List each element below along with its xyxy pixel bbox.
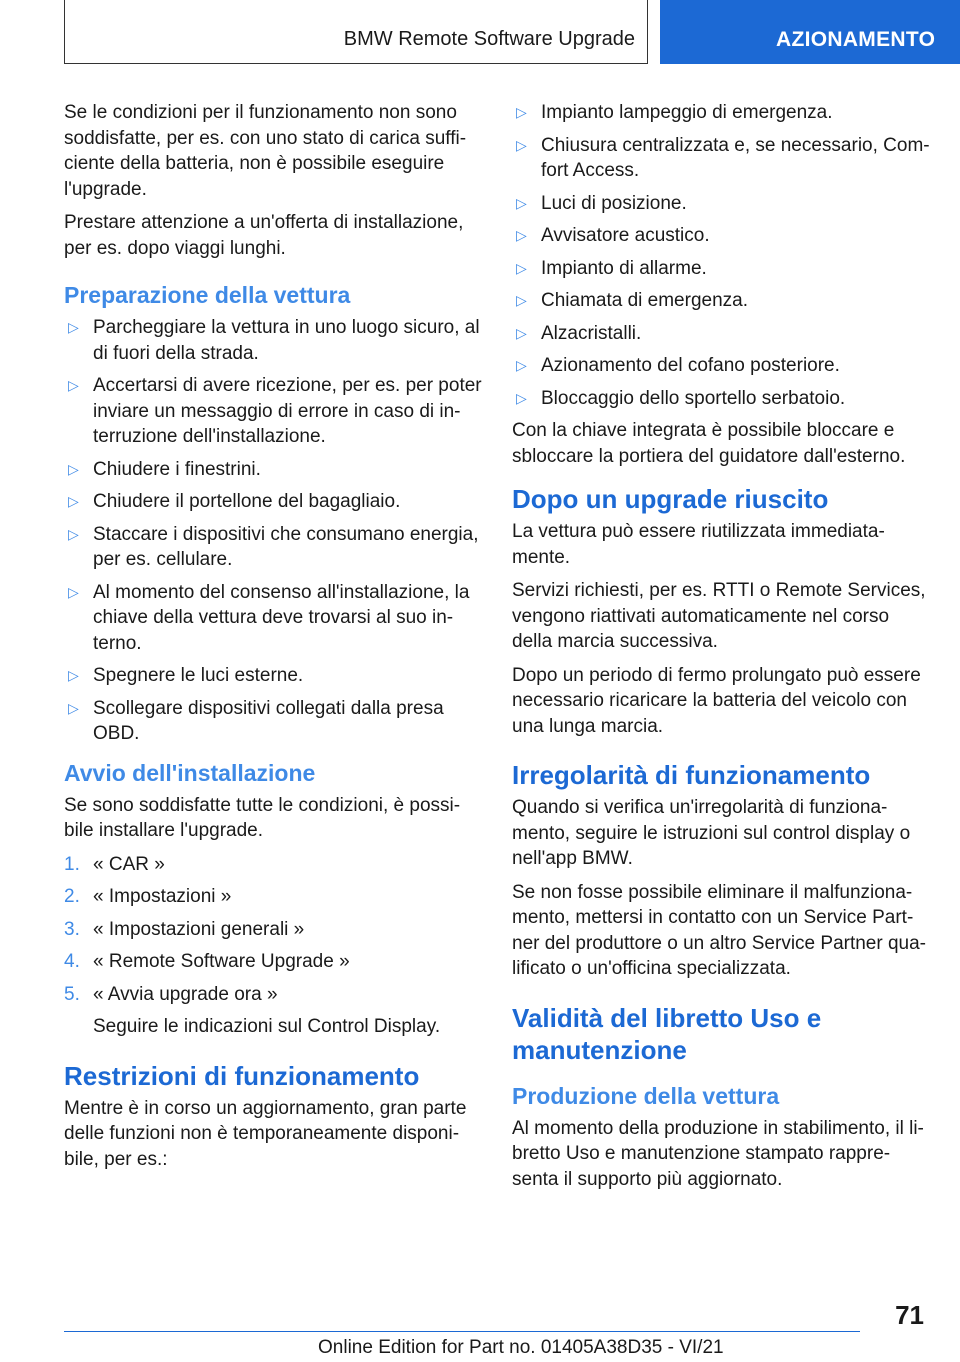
list-item-text: Chiusura centralizzata e, se necessario, Com-fort Access.: [541, 134, 930, 181]
steps-list: [64, 852, 484, 1008]
list-item-text: Impianto di allarme.: [541, 257, 707, 279]
step-text: « Remote Software Upgrade »: [93, 951, 350, 972]
chapter-title: AZIONAMENTO: [776, 28, 936, 51]
malfunction-paragraph-1: Quando si verifica un'irregolarità di funziona-mento, seguire le istruzioni sul control display o nell'app BMW.: [512, 797, 911, 869]
list-item: [512, 288, 930, 314]
header-chapter-box: [660, 0, 960, 64]
step-text: « CAR »: [93, 853, 165, 875]
heading-start-installation: Avvio dell'installazione: [64, 759, 316, 786]
step-number: 2.: [64, 886, 80, 907]
list-item: [64, 373, 484, 450]
list-item: [64, 522, 484, 573]
triangle-bullet-icon: ▷: [68, 525, 79, 542]
preparation-list: [64, 315, 484, 747]
triangle-bullet-icon: ▷: [516, 194, 527, 211]
triangle-bullet-icon: ▷: [516, 136, 527, 153]
list-item: [64, 663, 484, 689]
step-item: [64, 982, 484, 1008]
list-item-text: Accertarsi di avere ricezione, per es. per poter inviare un messaggio di errore in caso di in-terruzione dell'installazione.: [93, 375, 482, 447]
triangle-bullet-icon: ▷: [516, 324, 527, 341]
list-item: [512, 133, 930, 184]
list-item-text: Al momento del consenso all'installazione, la chiave della vettura deve trovarsi al suo in-terno.: [93, 581, 470, 654]
triangle-bullet-icon: ▷: [516, 259, 527, 276]
triangle-bullet-icon: ▷: [68, 699, 79, 716]
list-item-text: Staccare i dispositivi che consumano energia, per es. cellulare.: [93, 523, 479, 570]
triangle-bullet-icon: ▷: [68, 493, 79, 509]
step-item: [64, 949, 484, 975]
after-paragraph-2: Servizi richiesti, per es. RTTI o Remote Services, vengono riattivati automaticamente nel corso della marcia successiva.: [512, 580, 926, 652]
step-number: 3.: [64, 918, 80, 940]
list-item: [512, 353, 930, 379]
intro-paragraph-1: Se le condizioni per il funzionamento non sono soddisfatte, per es. con uno stato di carica suffi-ciente della batteria, non è possibile eseguire l'upgrade.: [64, 102, 467, 200]
left-column: [64, 100, 484, 1180]
triangle-bullet-icon: ▷: [516, 389, 527, 406]
right-column: [512, 100, 930, 1200]
triangle-bullet-icon: ▷: [516, 357, 527, 373]
after-paragraph-1: La vettura può essere riutilizzata immediata-mente.: [512, 521, 885, 568]
page-number: 71: [895, 1300, 924, 1330]
production-paragraph: Al momento della produzione in stabilimento, il li-bretto Uso e manutenzione stampato rappre-senta il supporto più aggiornato.: [512, 1117, 924, 1190]
step-number: 5.: [64, 983, 80, 1005]
step-text: « Impostazioni generali »: [93, 918, 305, 940]
list-item: [64, 489, 484, 515]
footer-divider: [64, 1331, 860, 1332]
list-item-text: Chiamata di emergenza.: [541, 290, 748, 311]
list-item: [64, 580, 484, 657]
list-item-text: Spegnere le luci esterne.: [93, 665, 304, 686]
step-text: « Impostazioni »: [93, 886, 232, 907]
footer-edition: Online Edition for Part no. 01405A38D35 - VI/21: [318, 1337, 724, 1358]
list-item: [512, 386, 930, 412]
triangle-bullet-icon: ▷: [516, 104, 527, 120]
triangle-bullet-icon: ▷: [68, 319, 79, 335]
triangle-bullet-icon: ▷: [68, 667, 79, 683]
steps-follow-text: Seguire le indicazioni sul Control Display.: [93, 1016, 441, 1037]
list-item: [64, 315, 484, 366]
step-item: [64, 884, 484, 910]
list-item-text: Bloccaggio dello sportello serbatoio.: [541, 387, 846, 409]
heading-after-upgrade: Dopo un upgrade riuscito: [512, 484, 829, 514]
heading-vehicle-production: Produzione della vettura: [512, 1082, 780, 1109]
step-text: « Avvia upgrade ora »: [93, 983, 278, 1005]
step-number: 4.: [64, 951, 80, 972]
list-item: [64, 457, 484, 483]
heading-preparation: Preparazione della vettura: [64, 282, 351, 308]
step-item: [64, 917, 484, 943]
list-item: [512, 321, 930, 347]
triangle-bullet-icon: ▷: [516, 292, 527, 308]
restrictions-list: [512, 100, 930, 411]
list-item-text: Alzacristalli.: [541, 322, 642, 344]
intro-paragraph-2: Prestare attenzione a un'offerta di installazione, per es. dopo viaggi lunghi.: [64, 212, 464, 259]
section-title: BMW Remote Software Upgrade: [343, 28, 635, 50]
list-item: [64, 696, 484, 747]
header-section-box: [64, 0, 648, 64]
list-item-text: Avvisatore acustico.: [541, 225, 710, 246]
triangle-bullet-icon: ▷: [68, 377, 79, 393]
start-paragraph: Se sono soddisfatte tutte le condizioni, è possi-bile installare l'upgrade.: [64, 794, 461, 841]
list-item-text: Luci di posizione.: [541, 192, 687, 214]
list-item-text: Parcheggiare la vettura in uno luogo sicuro, al di fuori della strada.: [93, 317, 480, 364]
malfunction-paragraph-2: Se non fosse possibile eliminare il malfunziona-mento, mettersi in contatto con un Service Part-ner del produttore o un altro Service Partner qua-lificato o un'officina specializzata.: [512, 881, 927, 979]
triangle-bullet-icon: ▷: [68, 460, 79, 477]
after-paragraph-3: Dopo un periodo di fermo prolungato può essere necessario ricaricare la batteria del veicolo con una lunga marcia.: [512, 664, 921, 737]
step-number: 1.: [64, 853, 80, 875]
list-item: [512, 256, 930, 282]
list-item-text: Chiudere il portellone del bagagliaio.: [93, 491, 401, 512]
triangle-bullet-icon: ▷: [516, 227, 527, 243]
heading-manual-validity: Validità del libretto Uso e manutenzione: [512, 1002, 822, 1065]
triangle-bullet-icon: ▷: [68, 583, 79, 600]
step-item: [64, 852, 484, 878]
heading-malfunctions: Irregolarità di funzionamento: [512, 760, 871, 790]
list-item-text: Azionamento del cofano posteriore.: [541, 355, 840, 376]
key-paragraph: Con la chiave integrata è possibile bloccare e sbloccare la portiera del guidatore dall'esterno.: [512, 420, 906, 467]
list-item-text: Impianto lampeggio di emergenza.: [541, 102, 833, 123]
list-item: [512, 100, 930, 126]
list-item-text: Chiudere i finestrini.: [93, 458, 261, 480]
list-item: [512, 191, 930, 217]
list-item-text: Scollegare dispositivi collegati dalla presa OBD.: [93, 697, 444, 744]
list-item: [512, 223, 930, 249]
restrictions-paragraph: Mentre è in corso un aggiornamento, gran parte delle funzioni non è temporaneamente disponi-bile, per es.:: [64, 1097, 467, 1170]
heading-restrictions: Restrizioni di funzionamento: [64, 1060, 420, 1091]
